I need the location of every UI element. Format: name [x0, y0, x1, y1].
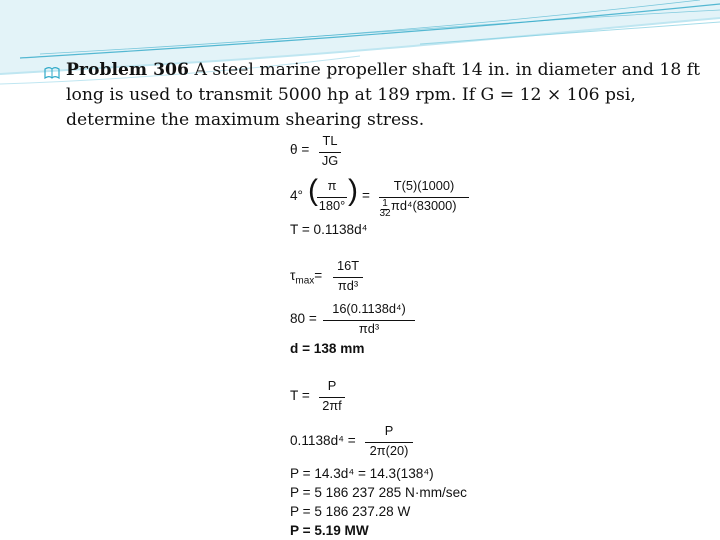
tp-denominator: 2πf — [322, 398, 342, 413]
tau-symbol: τ — [290, 268, 296, 283]
torque-denominator: πd⁴(83000) — [391, 198, 457, 213]
eighty-lhs: 80 = — [290, 311, 317, 326]
torque-numerator: T(5)(1000) — [393, 178, 455, 193]
four-degrees: 4° — [290, 188, 303, 203]
power-line-4: P = 5.19 MW — [290, 523, 369, 538]
tau-lhs — [290, 268, 322, 287]
cd-numerator: P — [384, 423, 394, 438]
problem-line1-text: A steel marine propeller shaft 14 in. in diameter and 18 ft — [188, 60, 700, 80]
problem-line2-prefix: long is used to transmit 5000 hp at 189 rpm. If G = 12 — [66, 85, 547, 105]
eighty-denominator: πd³ — [358, 321, 380, 336]
torque-result: T = 0.1138d⁴ — [290, 222, 368, 237]
theta-numerator: TL — [322, 133, 338, 148]
power-line-1: P = 14.3d⁴ = 14.3(138⁴) — [290, 466, 434, 481]
problem-label: Problem 306 — [66, 60, 189, 80]
cd-denominator: 2π(20) — [369, 443, 409, 458]
problem-line-1 — [66, 58, 700, 83]
pi-numerator: π — [327, 178, 337, 193]
tau-subscript: max — [295, 275, 315, 287]
problem-line-3: determine the maximum shearing stress. — [66, 110, 425, 130]
problem-line2-suffix: 106 psi, — [561, 85, 636, 105]
power-line-2: P = 5 186 237 285 N·mm/sec — [290, 485, 467, 500]
cd-lhs: 0.1138d⁴ = — [290, 433, 356, 448]
tau-numerator: 16T — [336, 258, 360, 273]
problem-line-2 — [66, 83, 636, 108]
eighty-numerator: 16(0.1138d⁴) — [332, 301, 406, 316]
paren-open: ( — [308, 174, 318, 207]
diameter-result: d = 138 mm — [290, 341, 365, 356]
tau-denominator: πd³ — [337, 278, 359, 293]
tp-lhs: T = — [290, 388, 310, 403]
one-over: 1 — [382, 198, 388, 209]
deg180-denominator: 180° — [318, 198, 346, 213]
times-symbol: × — [546, 85, 562, 105]
tp-numerator: P — [327, 378, 337, 393]
power-line-3: P = 5 186 237.28 W — [290, 504, 411, 519]
paren-close: ) — [348, 174, 358, 207]
theta-lhs: θ = — [290, 142, 310, 157]
theta-denominator: JG — [321, 153, 339, 168]
equals-1: = — [362, 188, 370, 203]
equals-2: = — [314, 268, 323, 283]
thirty-two: 32 — [379, 208, 391, 219]
bullet-book-icon — [44, 58, 62, 83]
solution-panel — [125, 130, 483, 540]
